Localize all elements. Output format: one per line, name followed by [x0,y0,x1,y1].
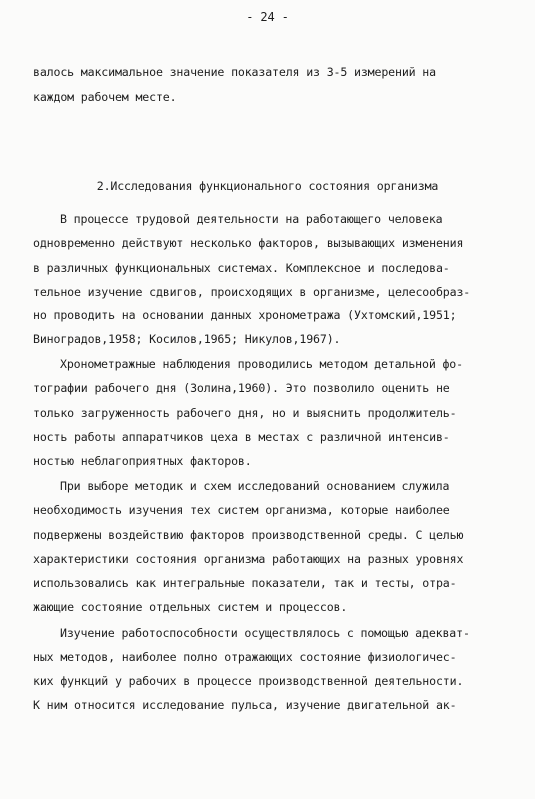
text-line: одновременно действуют несколько факторов, вызывающих изменения [33,236,464,250]
text-line: ных методов, наиболее полно отражающих состояние физиологичес- [33,650,457,664]
text-line: только загруженность рабочего дня, но и выяснить продолжитель- [33,406,457,420]
text-line: Изучение работоспособности осуществлялось с помощью адекват- [60,626,470,640]
text-line: использовались как интегральные показатели, так и тесты, отра- [33,576,457,590]
page-number: - 24 - [246,10,289,24]
text-line: ких функций у рабочих в процессе производственной деятельности. [33,674,464,688]
text-line: тографии рабочего дня (Золина,1960). Это позволило оценить не [33,381,450,395]
text-line: К ним относится исследование пульса, изучение двигательной ак- [33,698,457,712]
text-line: но проводить на основании данных хронометража (Ухтомский,1951; [33,308,457,322]
text-line: В процессе трудовой деятельности на работающего человека [60,212,443,226]
text-line: в различных функциональных системах. Комплексное и последова- [33,261,450,275]
text-line: ность работы аппаратчиков цеха в местах с различной интенсив- [33,430,450,444]
text-line: При выборе методик и схем исследований основанием служила [60,479,450,493]
text-line: необходимость изучения тех систем организма, которые наиболее [33,503,450,517]
text-line: характеристики состояния организма работающих на разных уровнях [33,552,464,566]
text-line: валось максимальное значение показателя из 3-5 измерений на [33,65,436,79]
text-line: тельное изучение сдвигов, происходящих в организме, целесообраз- [33,285,471,299]
text-line: Виноградов,1958; Косилов,1965; Никулов,1967). [33,332,341,346]
text-line: каждом рабочем месте. [33,90,177,104]
text-line: Хронометражные наблюдения проводились методом детальной фо- [60,357,463,371]
text-line: подвержены воздействию факторов производственной среды. С целью [33,528,464,542]
text-line: жающие состояние отдельных систем и процессов. [33,600,348,614]
section-heading: 2.Исследования функционального состояния организма [96,179,439,193]
text-line: ностью неблагоприятных факторов. [33,454,252,468]
